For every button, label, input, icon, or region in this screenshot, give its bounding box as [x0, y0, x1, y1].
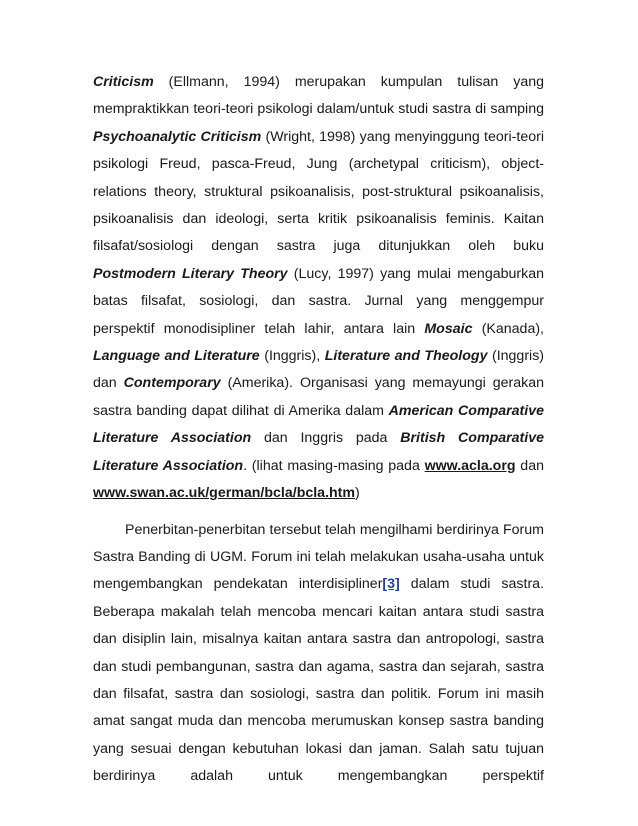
- term-criticism: Criticism: [93, 74, 154, 90]
- journal-language-and-literature: Language and Literature: [93, 348, 260, 365]
- link-acla[interactable]: www.acla.org: [424, 457, 516, 474]
- text-run: (Inggris) dan: [93, 348, 545, 392]
- journal-mosaic: Mosaic: [424, 320, 473, 337]
- text-run: (Wright, 1998) yang menyinggung teori-teori psikologi Freud, pasca-Freud, Jung (archetypal criticism), object-relations theory, struktural psikoanalisis, post-struktural psikoanalisis, psikoanalisis dan ideologi, serta kritik psikoanalisis feminis. Kaitan filsafat/sosiologi dengan sastra juga ditunjukkan oleh buku: [93, 128, 544, 255]
- text-run: (Kanada),: [472, 320, 544, 337]
- text-run: . (lihat masing-masing pada: [243, 457, 425, 474]
- text-run: (Ellmann, 1994) merupakan kumpulan tulisan yang mempraktikkan teori-teori psikologi dalam/untuk studi sastra di samping: [93, 74, 544, 118]
- text-run: (Inggris),: [259, 348, 325, 365]
- paragraph-2: [93, 517, 544, 791]
- footnote-link-3[interactable]: [3]: [382, 576, 400, 593]
- text-run: ): [355, 485, 360, 502]
- org-acla: American Comparative Literature Association: [93, 402, 544, 447]
- term-psychoanalytic-criticism: Psychoanalytic Criticism: [93, 128, 262, 145]
- journal-literature-and-theology: Literature and Theology: [324, 348, 488, 365]
- text-run: Penerbitan-penerbitan tersebut telah mengilhami berdirinya Forum Sastra Banding di UGM. Forum ini telah melakukan usaha-usaha untuk mengembangkan pendekatan interdisipliner: [93, 521, 544, 593]
- text-run: dalam studi sastra. Beberapa makalah telah mencoba mencari kaitan antara studi sastra dan disiplin lain, misalnya kaitan antara sastra dan antropologi, sastra dan studi pembangunan, sastra dan agama, sastra dan sejarah, sastra dan filsafat, sastra dan sosiologi, sastra dan politik. Forum ini masih amat sangat muda dan mencoba merumuskan konsep sastra banding yang sesuai dengan kebutuhan lokasi dan jaman. Salah satu tujuan berdirinya adalah untuk mengembangkan perspektif: [93, 576, 545, 785]
- link-bcla[interactable]: www.swan.ac.uk/german/bcla/bcla.htm: [93, 485, 356, 502]
- text-run: (Amerika). Organisasi yang memayungi gerakan sastra banding dapat dilihat di Amerika dalam: [93, 375, 544, 419]
- text-run: dan Inggris pada: [251, 430, 401, 447]
- org-bcla: British Comparative Literature Association: [93, 430, 544, 474]
- text-run: (Lucy, 1997) yang mulai mengaburkan batas filsafat, sosiologi, dan sastra. Jurnal yang menggempur perspektif monodisipliner telah lahir, antara lain: [93, 265, 544, 337]
- journal-contemporary: Contemporary: [123, 375, 221, 392]
- book-title-postmodern-literary-theory: Postmodern Literary Theory: [93, 265, 288, 282]
- text-run: dan: [515, 457, 544, 474]
- paragraph-1: [93, 69, 544, 508]
- body-text: [93, 69, 544, 791]
